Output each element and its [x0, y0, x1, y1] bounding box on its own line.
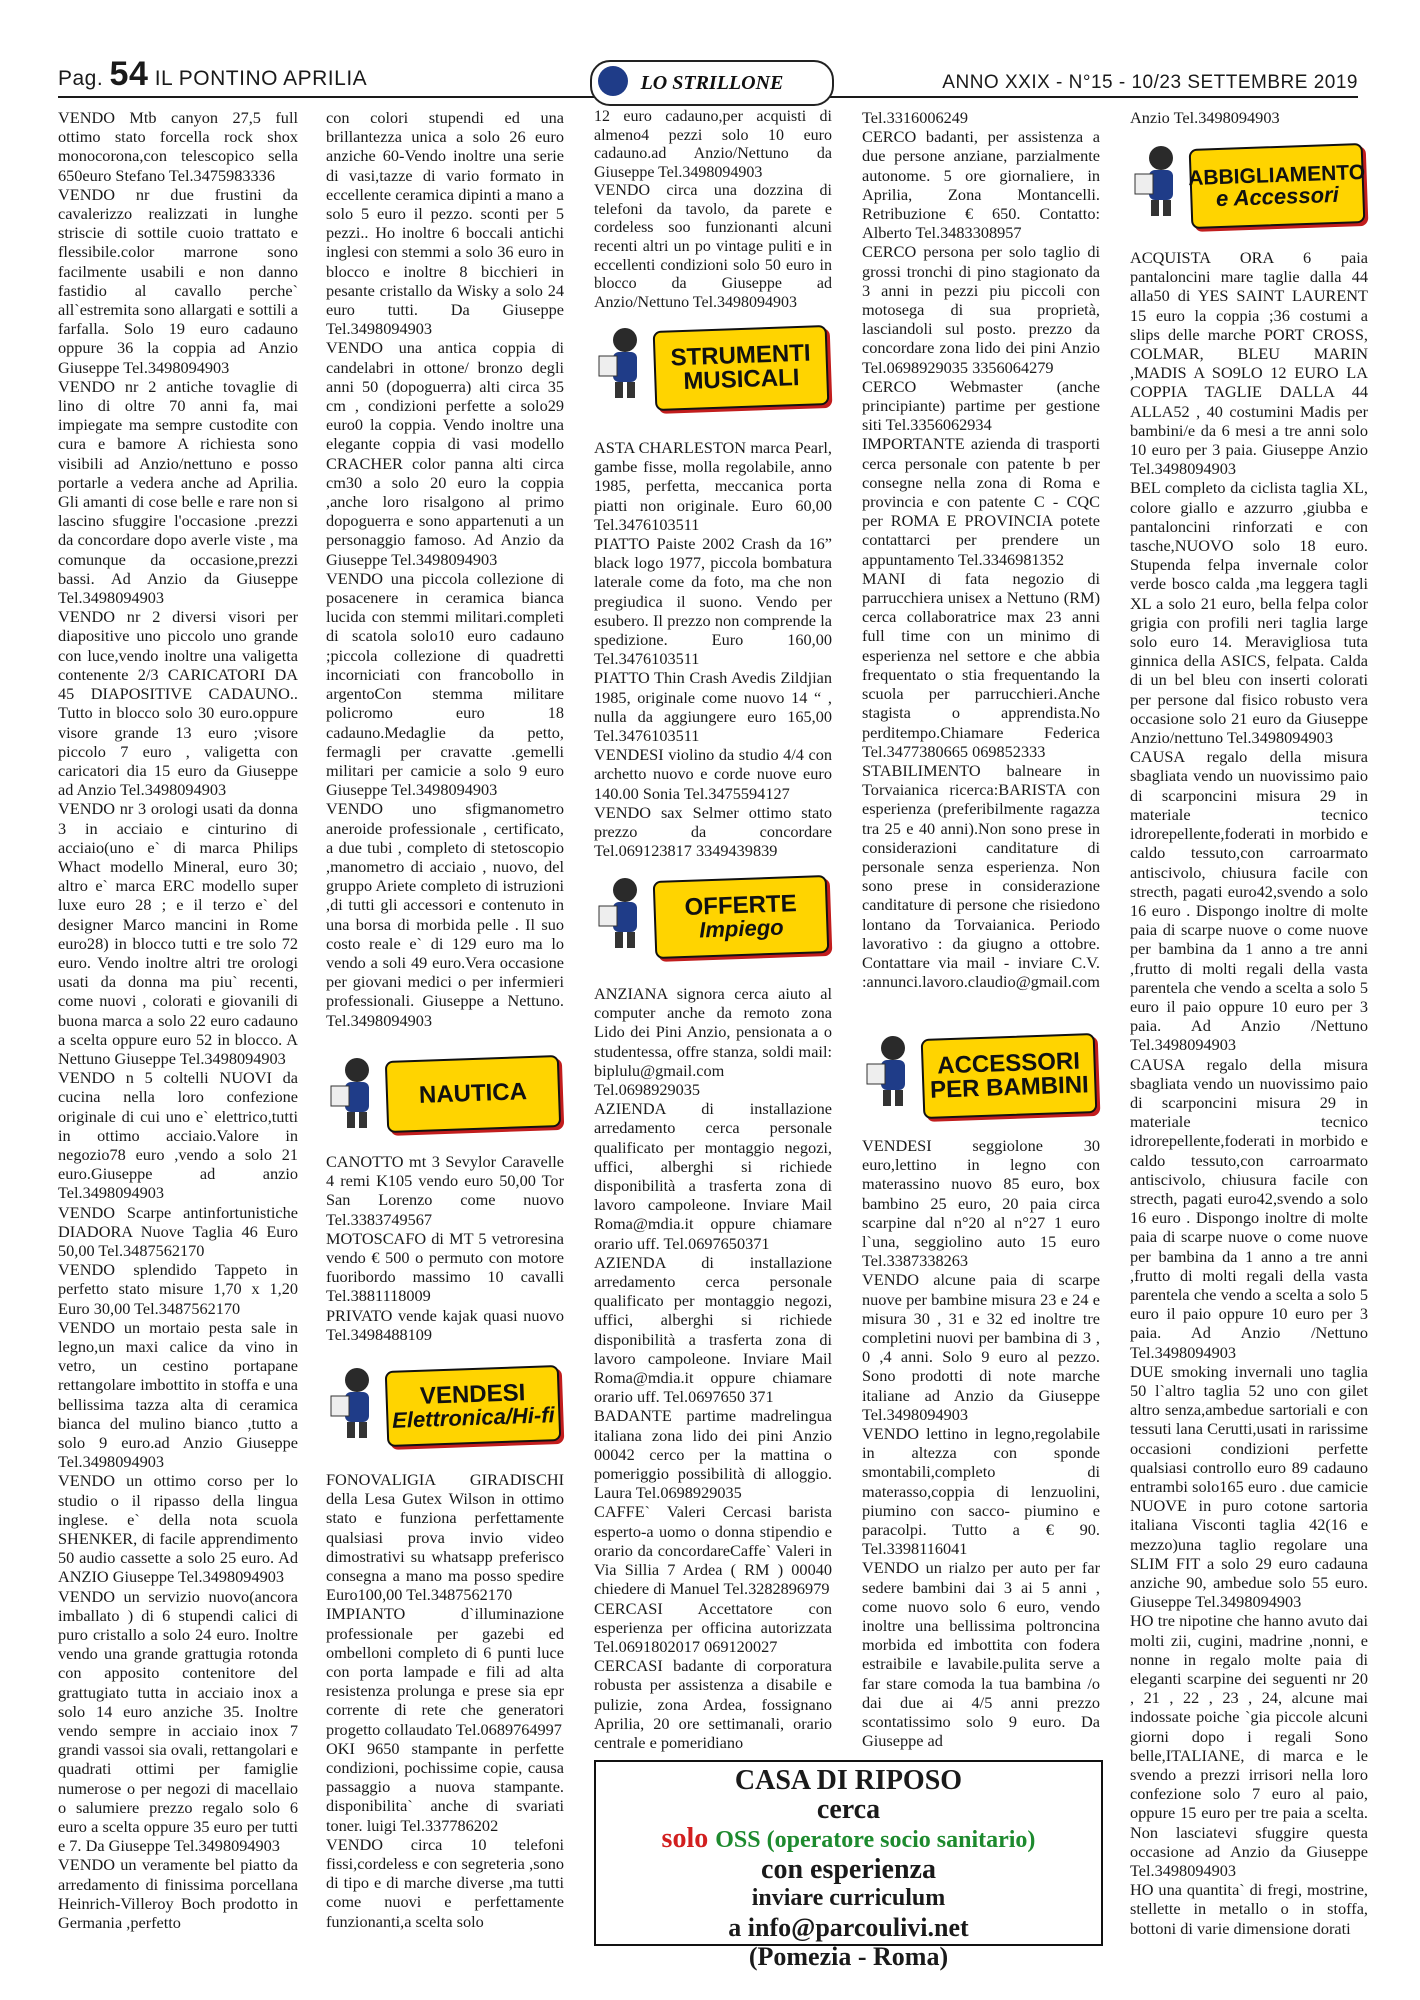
classified-ad: HO una quantita` di fregi, mostrine, stellette in metallo o in stoffa, bottoni di varie dimensione dorati	[1130, 1880, 1368, 1938]
classified-ad: PIATTO Thin Crash Avedis Zildjian 1985, originale come nuovo 14 “ , nulla da aggiungere euro 165,00 Tel.3476103511	[594, 668, 832, 746]
classified-ad: AZIENDA di installazione arredamento cerca personale qualificato per montaggio negozi, uffici, alberghi si richiede disponibilità a trasferta zona di lavoro campoleone. Inviare Mail Roma@mdia.it oppure chiamare orario uff. Tel.0697650 371	[594, 1252, 832, 1407]
logo-mascot-icon	[598, 66, 628, 96]
mascot-icon	[594, 872, 656, 952]
classified-ad: VENDO una piccola collezione di posacenere in ceramica bianca lucida con stemmi militari.completi di scatola solo10 euro cadauno ;piccola collezione di quadretti incorniciati con francobollo in argentoCon stemma militare policromo euro 18 cadauno.Medaglie da petto, fermagli per cravatte .gemelli militari per camicie a solo 9 euro Giuseppe Tel.3498094903	[326, 568, 564, 800]
classified-ad: VENDO lettino in legno,regolabile in altezza con sponde smontabili,completo di materasso,coppia di lenzuolini, piumino con sacco- piumino e paracolpi. Tutto a € 90. Tel.3398116041	[862, 1424, 1100, 1559]
classified-ad: VENDO circa 10 telefoni fissi,cordeless e con segreteria ,sono di tipo e di marche diverse ,ma tutti come nuovi e perfettamente funzionanti,a scelta solo	[326, 1834, 564, 1931]
classified-ad: VENDO nr 2 antiche tovaglie di lino di oltre 70 anni fa, mai impiegate ma sempre custodite con cura e bamore A richiesta sono visibili ad Anzio/nettuno e posso portarle a vedera anche ad Aprilia. Gli amanti di cose belle e rare non si lascino sfuggire l'occasione .prezzi da concordare dopo averle viste , ma comunque da occasione,prezzi bassi. Ad Anzio da Giuseppe Tel.3498094903	[58, 376, 298, 608]
classified-ad: VENDO Mtb canyon 27,5 full ottimo stato forcella rock shox monocorona,con telescopico sella 650euro Stefano Tel.3475983336	[58, 108, 298, 185]
classified-ad: OKI 9650 stampante in perfette condizioni, pochissime copie, causa passaggio a nuova stampante. disponibilita` anche di svariati toner. luigi Tel.337786202	[326, 1738, 564, 1835]
classified-ad: Anzio Tel.3498094903	[1130, 108, 1280, 127]
classified-ad: CERCO badanti, per assistenza a due persone anziane, parzialmente autonome. 5 ore giornaliere, in Aprilia, Zona Montancelli. Retribuzione € 650. Contatto: Alberto Tel.3483308957	[862, 127, 1100, 243]
ads-list	[58, 108, 298, 1932]
issue-info: ANNO XXIX - N°15 - 10/23 SETTEMBRE 2019	[942, 72, 1358, 93]
section-title: ABBIGLIAMENTO	[1187, 160, 1366, 190]
classified-ad: VENDO alcune paia di scarpe nuove per bambine misura 23 e 24 e misura 30 , 31 e 32 ed inoltre tre completini nuovi per bambina di 3 , 0 ,4 anni. Solo 9 euro al pezzo. Sono prodotti di note marche italiane ad Anzio da Giuseppe Tel.3498094903	[862, 1270, 1100, 1424]
classified-ad: CERCO Webmaster (anche principiante) partime per gestione siti Tel.3356062934	[862, 376, 1100, 435]
ads-list	[862, 1136, 1100, 1751]
classified-ad: VENDO un veramente bel piatto da arredamento di finissima porcellana Heinrich-Villeroy Boch prodotto in Germania ,perfetto	[58, 1855, 298, 1933]
section-subtitle: e Accessori	[1215, 181, 1340, 211]
ad-email[interactable]: a info@parcoulivi.net	[728, 1913, 969, 1942]
lo-strillone-logo	[590, 60, 834, 106]
section-title: ACCESSORI	[936, 1047, 1081, 1080]
classified-ad: MANI di fata negozio di parrucchiera unisex a Nettuno (RM) cerca collaboratrice max 23 anni full time con un minimo di esperienza nel settore e che abbia frequentato o stia frequentando la scuola per parrucchieri.Anche stagista o apprendista.No perditempo.Chiamare Federica Tel.3477380665 069852333	[862, 568, 1100, 761]
classified-ad: VENDO n 5 coltelli NUOVI da cucina nella loro confezione originale di cui uno e` elettrico,tutti in ottimo acciaio.Valore in negozio78 euro ,vendo a solo 21 euro.Giuseppe ad anzio Tel.3498094903	[58, 1068, 298, 1203]
mascot-icon	[326, 1052, 388, 1132]
ad-line-requirement	[596, 1824, 1101, 1855]
classified-ad: VENDO nr 2 diversi visori per diapositive uno piccolo uno grande con luce,vendo inoltre una valigetta contenente 2/3 CARICATORI DA 45 DIAPOSITIVE CADAUNO.. Tutto in blocco solo 30 euro.oppure visore grande 13 euro ;visore piccolo 7 euro , valigetta con caricatori dia 15 euro da Giuseppe ad Anzio Tel.3498094903	[58, 607, 298, 800]
classified-ad: IMPORTANTE azienda di trasporti cerca personale con patente b per consegne nella zona di Roma e provincia e con patente C - CQC per ROMA E PROVINCIA potete contattarci per prendere un appuntamento Tel.3346981352	[862, 434, 1100, 569]
classified-ad: PIATTO Paiste 2002 Crash da 16” black logo 1977, piccola bombatura laterale come da foto, ma che non pregiudica il suono. Vendo per esubero. Il prezzo non comprende la spedizione. Euro 160,00 Tel.3476103511	[594, 534, 832, 669]
section-label-strumenti	[594, 318, 832, 418]
mascot-icon	[594, 322, 656, 402]
classified-ad: Tel.3316006249	[862, 108, 969, 127]
classified-ad: HO tre nipotine che hanno avuto dai molti zii, cugini, madrine ,nonni, e nonne in regalo molte paia di eleganti scarpine dei seguenti nr 20 , 21 , 22 , 23 , 24, alcune mai indossate poiche `gia piccole alcuni giorni dopo i regali Sono belle,ITALIANE, di marca e le svendo a prezzi irrisori nella loro confezione solo 7 euro al paio, oppure 15 euro per tre paia a scelta. Non lasciatevi sfuggire questa occasione ad Anzio da Giuseppe Tel.3498094903	[1130, 1611, 1368, 1881]
section-subtitle: MUSICALI	[682, 363, 800, 396]
ads-list	[326, 1470, 564, 1931]
classified-ad: VENDESI seggiolone 30 euro,lettino in legno con materassino nuovo 85 euro, box bambino 25 euro, 20 paia circa scarpine dal n°20 al n°27 1 euro l`una, seggiolino auto 15 euro Tel.3387338263	[862, 1136, 1100, 1271]
classified-ad: VENDO circa una dozzina di telefoni da tavolo, da parete e cordeless soo funzionanti alcuni recenti altri un po vintage puliti e in eccellenti condizioni solo 50 euro in blocco da Giuseppe ad Anzio/Nettuno Tel.3498094903	[594, 182, 832, 311]
ads-list	[594, 438, 832, 860]
ads-list	[862, 108, 1100, 991]
classified-ad: MOTOSCAFO di MT 5 vetroresina vendo € 500 o permuto con motore fuoribordo massimo 10 cavalli Tel.3881118009	[326, 1228, 564, 1306]
classified-ad: DUE smoking invernali uno taglia 50 l`altro taglia 52 uno con gilet altro senza,ambedue sartoriali e con tessuti lana Cerutti,usati in rarissime occasioni condizioni perfette qualsiasi controllo euro 89 cadauno entrambi solo165 euro . due camicie NUOVE in puro cotone sartoria italiana Visconti taglia 42(16 e mezzo)una taglio regolare una SLIM FIT a solo 29 euro cadauna anziche 90, ambedue solo 55 euro. Giuseppe Tel.3498094903	[1130, 1361, 1368, 1612]
section-label-abbigliamento	[1130, 136, 1368, 236]
classified-ad: VENDO un ottimo corso per lo studio o il ripasso della lingua inglese. e` della nota scuola SHENKER, di facile apprendimento 50 audio cassette a solo 25 euro. Ad ANZIO Giuseppe Tel.3498094903	[58, 1471, 298, 1587]
classified-ad: CERCASI Accettatore con esperienza per officina autorizzata Tel.0691802017 069120027	[594, 1598, 832, 1656]
ads-list	[326, 108, 564, 1030]
logo-text: LO STRILLONE	[640, 71, 784, 94]
section-label-offerte	[594, 868, 832, 966]
section-title: OFFERTE	[684, 890, 798, 921]
classified-ad: VENDO un mortaio pesta sale in legno,un maxi calice da vino in vetro, un cestino portapane rettangolare imbottito in stoffa e una bellissima tazza alta di ceramica bianca del mulino bianco ,tutto a solo 9 euro.ad Anzio Giuseppe Tel.3498094903	[58, 1317, 298, 1472]
page-label: Pag.	[58, 67, 104, 90]
section-subtitle: Impiego	[698, 914, 784, 943]
casa-di-riposo-ad	[594, 1760, 1103, 1971]
classified-ad: CANOTTO mt 3 Sevylor Caravelle 4 remi K105 vendo euro 50,00 Tor San Lorenzo come nuovo Tel.3383749567	[326, 1152, 564, 1229]
classified-ad: ACQUISTA ORA 6 paia pantaloncini mare taglie dalla 44 alla50 di YES SAINT LAURENT 15 euro la coppia ;36 costumi a slips delle marche PORT CROSS, COLMAR, BLEU MARIN ,MADIS A SO9LO 12 EURO LA COPPIA TAGLIE DALLA 44 ALLA52 , 40 costumini Madis per bambini/e da 6 mesi a tre anni solo 10 euro per 3 paia. Giuseppe Anzio Tel.3498094903	[1130, 248, 1368, 479]
classified-ad: VENDO uno sfigmanometro aneroide professionale , certificato, a due tubi , completo di stetoscopio ,manometro di acciaio , nuovo, del gruppo Ariete completo di istruzioni ,di tutti gli accessori e contenuto in una borsa di morbida pelle . Il suo costo reale e` di 129 euro ma lo vendo a soli 49 euro.Vera occasione per giovani medici o per infermieri professionali. Giuseppe a Nettuno. Tel.3498094903	[326, 799, 564, 1030]
classified-ad: IMPIANTO d`illuminazione professionale per gazebi ed ombelloni completo di 6 punti luce con porta lampade e fili ad alta resistenza prolunga e prese sia epr corrente di rete che generatori progetto collaudato Tel.0689764997	[326, 1604, 564, 1739]
classified-ad: CAUSA regalo della misura sbagliata vendo un nuovissimo paio di scarponcini misura 29 in materiale tecnico idrorepellente,foderati in morbido e caldo tessuto,con carroarmato antiscivolo, chiusura facile con strecth, pagati euro42,svendo a solo 16 euro . Dispongo inoltre di molte paia di scarpe nuove o come nuove per bambina da 1 anno a tre anni ,frutto di molti regali della vasta parentela che vendo a scelta a solo 5 euro il paio oppure 10 euro per 3 paia. Ad Anzio /Nettuno Tel.3498094903	[1130, 1054, 1368, 1362]
ad-line-send: inviare curriculum	[751, 1885, 946, 1911]
classified-ad: VENDO Scarpe antinfortunistiche DIADORA Nuove Taglia 46 Euro 50,00 Tel.3487562170	[58, 1202, 298, 1260]
section-label-vendesi	[326, 1358, 564, 1454]
mascot-icon	[862, 1030, 924, 1110]
ads-list	[1130, 108, 1368, 127]
ads-list	[594, 108, 832, 312]
ad-solo: solo	[661, 1823, 709, 1854]
classified-ad: VENDESI violino da studio 4/4 con archetto nuovo e corde nuove euro 140.00 Sonia Tel.3475594127	[594, 745, 832, 803]
classified-ad: AZIENDA di installazione arredamento cerca personale qualificato per montaggio negozi, uffici, alberghi si richiede disponibilità a trasferta zona di lavoro campoleone. Inviare Mail Roma@mdia.it oppure chiamare orario uff. Tel.0697650371	[594, 1099, 832, 1253]
ad-oss: OSS (operatore socio sanitario)	[715, 1827, 1036, 1853]
classified-ad: VENDO nr due frustini da cavalerizzo realizzati in lunghe striscie di sottile cuoio trattato e flessibile.color marrone sono facilmente usabili e non danno fastidio al cavallo perche` all`estremita sono allargati e sottili a farfalla. Solo 19 euro cadauno oppure 36 la coppia ad Anzio Giuseppe Tel.3498094903	[58, 184, 298, 377]
classified-ad: BADANTE partime madrelingua italiana zona lido dei pini Anzio 00042 cerco per la mattina o pomeriggio possibilità di alloggio. Laura Tel.0698929035	[594, 1406, 832, 1503]
ads-list	[326, 1152, 564, 1344]
header-left	[58, 55, 367, 94]
section-title: VENDESI	[419, 1379, 526, 1410]
classified-ad: VENDO sax Selmer ottimo stato prezzo da concordare Tel.069123817 3349439839	[594, 802, 832, 861]
ad-location: (Pomezia - Roma)	[748, 1942, 949, 1971]
classified-ad: VENDO un servizio nuovo(ancora imballato ) di 6 stupendi calici di puro cristallo a solo 24 euro. Inoltre vendo una grande grattugia rotonda con apposito contenitore del grattugiato tutta in acciaio inox a solo 14 euro anziche 35. Inoltre vendo sempre in acciaio inox 7 grandi vassoi sia ovali, rettangolari e quadrati ottimi per famiglie numerose o per negozi di macellaio o salumiere prezzo regalo solo 6 euro a scelta oppure 35 euro per tutti e 7. Da Giuseppe Tel.3498094903	[58, 1586, 298, 1856]
classified-ad: BEL completo da ciclista taglia XL, colore giallo e azzurro ,giubba e pantaloncini rinforzati e con tasche,NUOVO solo 18 euro. Stupenda felpa invernale color verde bosco calda ,ma leggera tagli XL a solo 21 euro, bella felpa color grigia con profili neri taglia large solo euro 14. Meravigliosa tuta ginnica della ASICS, felpata. Calda di un bel bleu con inserti colorati per persone dal fisico robusto vera occasione solo 21 euro da Giuseppe Anzio/nettuno Tel.3498094903	[1130, 478, 1368, 748]
classified-ad: con colori stupendi ed una brillantezza unica a solo 26 euro anziche 60-Vendo inoltre una serie di vasi,tazze di vario formato in eccellente ceramica dipinti a mano a solo 5 euro il pezzo. sconti per 5 pezzi.. Ho inoltre 6 boccali antichi inglesi con stemmi a solo 36 euro in blocco e inoltre 8 bicchieri in pesante cristallo da Wisky a solo 24 euro tutti. Da Giuseppe Tel.3498094903	[326, 108, 564, 339]
section-title: NAUTICA	[418, 1078, 528, 1109]
section-title: STRUMENTI	[670, 339, 811, 372]
mascot-icon	[326, 1362, 388, 1442]
ad-line-experience: con esperienza	[761, 1854, 936, 1885]
ads-list	[594, 984, 832, 1752]
classified-ad: VENDO una antica coppia di candelabri in ottone/ bronzo degli anni 50 (dopoguerra) alti circa 35 cm , condizioni perfette a solo29 euro0 la coppia. Vendo inoltre una elegante coppia di vasi modello CRACHER color panna alti circa cm30 a solo 20 euro la coppia ,anche loro risalgono al primo dopoguerra e sono appartenuti a un personaggio famoso. Ad Anzio da Giuseppe Tel.3498094903	[326, 338, 564, 569]
section-subtitle: Elettronica/Hi-fi	[391, 1402, 556, 1433]
publication-name: IL PONTINO APRILIA	[154, 67, 368, 90]
page-number: 54	[109, 55, 149, 93]
classified-ad: FONOVALIGIA GIRADISCHI della Lesa Gutex Wilson in ottimo stato e funziona perfettamente qualsiasi prova invio video dimostrativi su whatsapp preferisco consegna a mano ma posso spedire Euro100,00 Tel.3487562170	[326, 1470, 564, 1605]
ad-title: CASA DI RIPOSO	[734, 1765, 963, 1796]
section-label-nautica	[326, 1048, 564, 1140]
classified-ad: VENDO splendido Tappeto in perfetto stato misure 1,70 x 1,20 Euro 30,00 Tel.3487562170	[58, 1260, 298, 1318]
classified-ad: CERCO persona per solo taglio di grossi tronchi di pino stagionato da 3 anni in pezzi piu piccoli con motosega di sua proprietà, lasciandoli sul posto. prezzo da concordare zona lido dei pini Anzio Tel.0698929035 3356064279	[862, 242, 1100, 377]
classified-ad: PRIVATO vende kajak quasi nuovo Tel.3498488109	[326, 1305, 564, 1344]
classified-ad: ASTA CHARLESTON marca Pearl, gambe fisse, molla regolabile, anno 1985, perfetta, meccanica porta piatti non originale. Euro 60,00 Tel.3476103511	[594, 438, 832, 534]
classified-ad: 12 euro cadauno,per acquisti di almeno4 pezzi solo 10 euro cadauno.ad Anzio/Nettuno da Giuseppe Tel.3498094903	[594, 108, 832, 181]
classified-ad: ANZIANA signora cerca aiuto al computer anche da remoto zona Lido dei Pini Anzio, pensionata a o studentessa, offre stanza, soldi mail: biplulu@gmail.com Tel.0698929035	[594, 984, 832, 1100]
mascot-icon	[1130, 140, 1192, 220]
classified-ad: CAUSA regalo della misura sbagliata vendo un nuovissimo paio di scarponcini misura 29 in materiale tecnico idrorepellente,foderati in morbido e caldo tessuto,con carroarmato antiscivolo, chiusura facile con strecth, pagati euro42,svendo a solo 16 euro . Dispongo inoltre di molte paia di scarpe nuove o come nuove per bambina da 1 anno a tre anni ,frutto di molti regali della vasta parentela che vendo a scelta a solo 5 euro il paio oppure 10 euro per 3 paia. Ad Anzio /Nettuno Tel.3498094903	[1130, 747, 1368, 1055]
ad-line-cerca: cerca	[816, 1794, 881, 1825]
section-label-bambini	[862, 1026, 1100, 1126]
classified-ad: CERCASI badante di corporatura robusta per assistenza a disabile e pulizie, zona Ardea, fossignano Aprilia, 20 ore settimanali, orario centrale e pomeridiano	[594, 1656, 832, 1752]
ads-list	[1130, 248, 1368, 1938]
classified-ad: VENDO nr 3 orologi usati da donna 3 in acciaio e cinturino di acciaio(uno e` di marca Philips Whact modello Mineral, euro 30; altro e` marca ERC modello super luxe euro 28 ; e il terzo e` del designer Marco mancini in Rome euro28) in blocco tutti e tre solo 72 euro. Vendo inoltre altri tre orologi usati da donna ma piu` recenti, come nuovi , colorati e giovanili di buona marca a solo 22 euro cadauno a scelta oppure euro 52 in blocco. A Nettuno Giuseppe Tel.3498094903	[58, 799, 298, 1068]
section-subtitle: PER BAMBINI	[929, 1071, 1090, 1104]
classified-ad: STABILIMENTO balneare in Torvaianica ricerca:BARISTA con esperienza (preferibilmente ragazza tra 25 e 40 anni).Non sono prese in considerazioni canditature di personale senza esperienza. Non sono prese in considerazione canditature di persone che risiedono lontano da Torvaianica. Periodo lavorativo : da giugno a ottobre. Contattare via mail - inviare C.V. :annunci.lavoro.claudio@gmail.com	[862, 760, 1100, 992]
classified-ad: VENDO un rialzo per auto per far sedere bambini dai 3 ai 5 anni , come nuovo solo 6 euro, vendo inoltre una bellissima poltroncina morbida ed imbottita con fodera estraibile e lavabile.pulita serve a far stare comoda la tua bambina /o dai due ai 4/5 anni prezzo scontatissimo solo 9 euro. Da Giuseppe ad	[862, 1558, 1100, 1751]
classified-ad: CAFFE` Valeri Cercasi barista esperto-a uomo o donna stipendio e orario da concordareCaffe` Valeri in Via Sillia 7 Ardea ( RM ) 00040 chiedere di Manuel Tel.3282896979	[594, 1502, 832, 1599]
